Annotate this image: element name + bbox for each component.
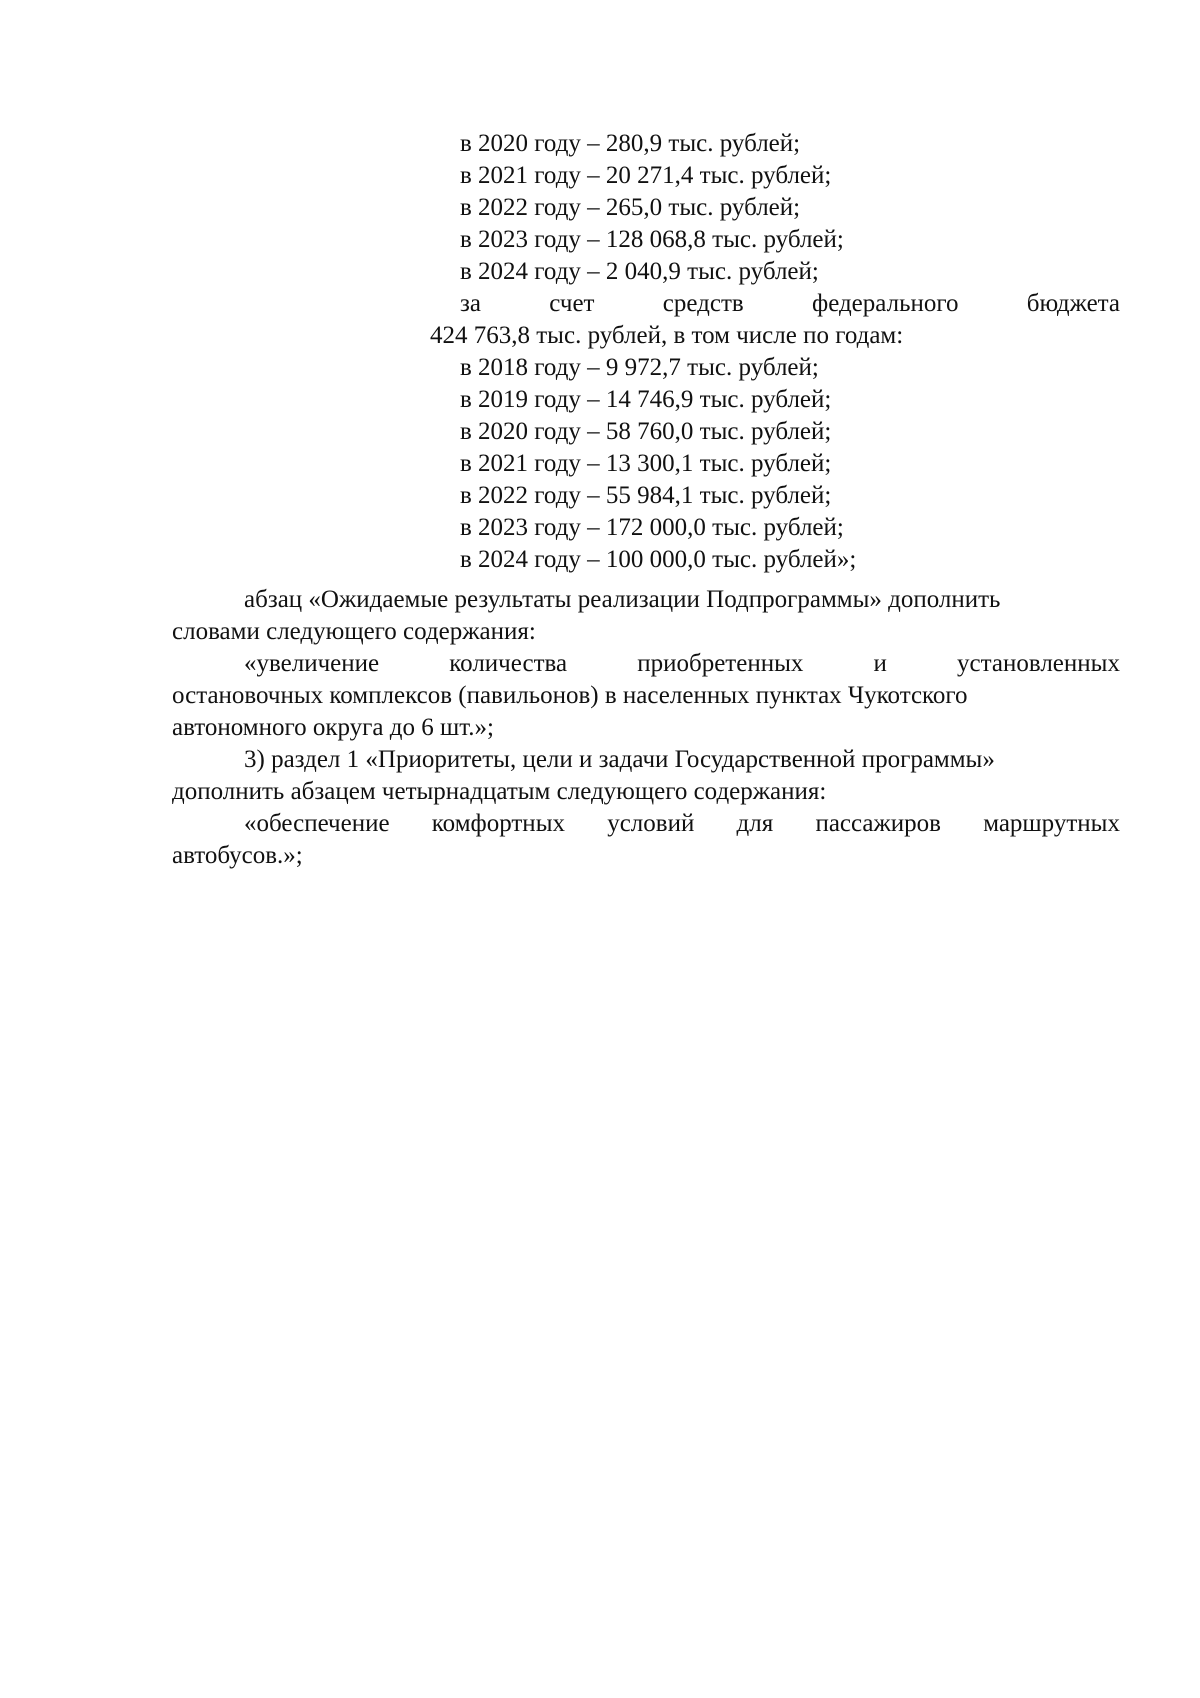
- quote1-word: и: [873, 650, 887, 677]
- quote2-word: комфортных: [431, 810, 565, 837]
- quote1-word: количества: [449, 650, 568, 677]
- results-paragraph-line2: словами следующего содержания:: [172, 618, 536, 645]
- quote1-word: приобретенных: [637, 650, 804, 677]
- federal-intro-line: [460, 288, 1120, 320]
- federal-year-2018: в 2018 году – 9 972,7 тыс. рублей;: [460, 354, 819, 381]
- federal-intro-word: федерального: [812, 290, 959, 317]
- section-paragraph-line1: 3) раздел 1 «Приоритеты, цели и задачи Государственной программы»: [244, 746, 995, 773]
- federal-intro-word: средств: [662, 290, 744, 317]
- quote1-line1: [244, 648, 1120, 680]
- quote2-word: условий: [607, 810, 695, 837]
- federal-year-2020: в 2020 году – 58 760,0 тыс. рублей;: [460, 418, 832, 445]
- quote2-line2: автобусов.»;: [172, 842, 303, 869]
- quote2-word: маршрутных: [983, 810, 1120, 837]
- federal-total-line: 424 763,8 тыс. рублей, в том числе по годам:: [430, 322, 904, 349]
- results-paragraph-line1: абзац «Ожидаемые результаты реализации Подпрограммы» дополнить: [244, 586, 1001, 613]
- federal-year-2019: в 2019 году – 14 746,9 тыс. рублей;: [460, 386, 832, 413]
- section-paragraph-line2: дополнить абзацем четырнадцатым следующего содержания:: [172, 778, 827, 805]
- federal-intro-word: за: [460, 290, 481, 317]
- regional-year-2024: в 2024 году – 2 040,9 тыс. рублей;: [460, 258, 819, 285]
- quote2-word: пассажиров: [815, 810, 941, 837]
- federal-intro-word: счет: [549, 290, 595, 317]
- regional-year-2023: в 2023 году – 128 068,8 тыс. рублей;: [460, 226, 844, 253]
- federal-year-2022: в 2022 году – 55 984,1 тыс. рублей;: [460, 482, 832, 509]
- regional-year-2020: в 2020 году – 280,9 тыс. рублей;: [460, 130, 801, 157]
- quote2-word: «обеспечение: [244, 810, 390, 837]
- federal-intro-word: бюджета: [1026, 290, 1120, 317]
- quote2-line1: [244, 808, 1120, 840]
- federal-year-2023: в 2023 году – 172 000,0 тыс. рублей;: [460, 514, 844, 541]
- quote1-line3: автономного округа до 6 шт.»;: [172, 714, 494, 741]
- federal-year-2024: в 2024 году – 100 000,0 тыс. рублей»;: [460, 546, 857, 573]
- federal-year-2021: в 2021 году – 13 300,1 тыс. рублей;: [460, 450, 832, 477]
- quote1-word: «увеличение: [244, 650, 380, 677]
- regional-year-2022: в 2022 году – 265,0 тыс. рублей;: [460, 194, 801, 221]
- quote1-word: установленных: [957, 650, 1120, 677]
- regional-year-2021: в 2021 году – 20 271,4 тыс. рублей;: [460, 162, 832, 189]
- quote1-line2: остановочных комплексов (павильонов) в населенных пунктах Чукотского: [172, 682, 968, 709]
- quote2-word: для: [736, 810, 774, 837]
